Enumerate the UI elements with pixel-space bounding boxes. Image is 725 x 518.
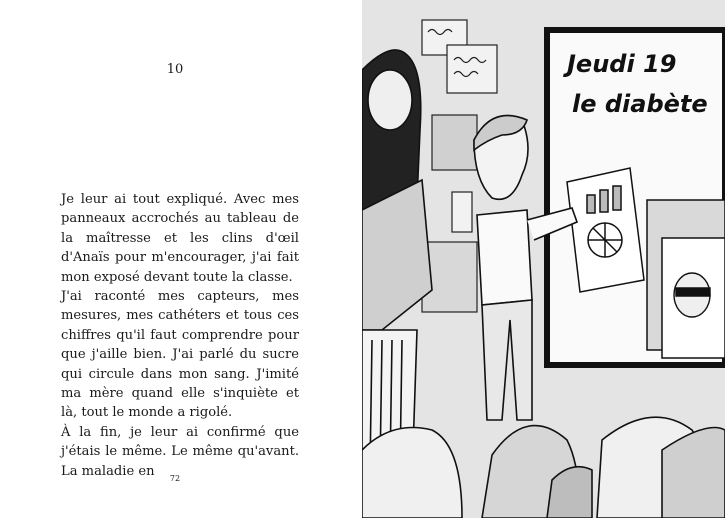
photo-man bbox=[674, 273, 710, 317]
paragraph: Je leur ai tout expliqué. Avec mes panneaux accrochés au tableau de la maîtresse et les clins d'œil d'Anaïs pour m'encourager, j'ai fait mon exposé devant toute la classe. bbox=[61, 192, 299, 285]
page-number: 72 bbox=[169, 474, 181, 483]
paragraph: J'ai raconté mes capteurs, mes mesures, mes cathéters et tous ces chiffres qu'il faut comprendre pour que j'aille bien. J'ai parlé du sucre qui circule dans mon sang. J'imité ma mère quand elle s'inquiète et là, tout le monde a rigolé. bbox=[61, 289, 299, 421]
body-text bbox=[61, 190, 299, 481]
chapter-number: 10 bbox=[166, 62, 184, 77]
board-title-line-2: le diabète bbox=[572, 90, 708, 118]
classroom-illustration bbox=[362, 0, 725, 518]
left-page bbox=[0, 0, 362, 518]
students bbox=[362, 417, 725, 518]
illustration-page bbox=[362, 0, 725, 518]
paragraph: À la fin, je leur ai confirmé que j'étais le même. Le même qu'avant. La maladie en bbox=[61, 424, 299, 479]
board-title-line-1: Jeudi 19 bbox=[567, 50, 677, 78]
